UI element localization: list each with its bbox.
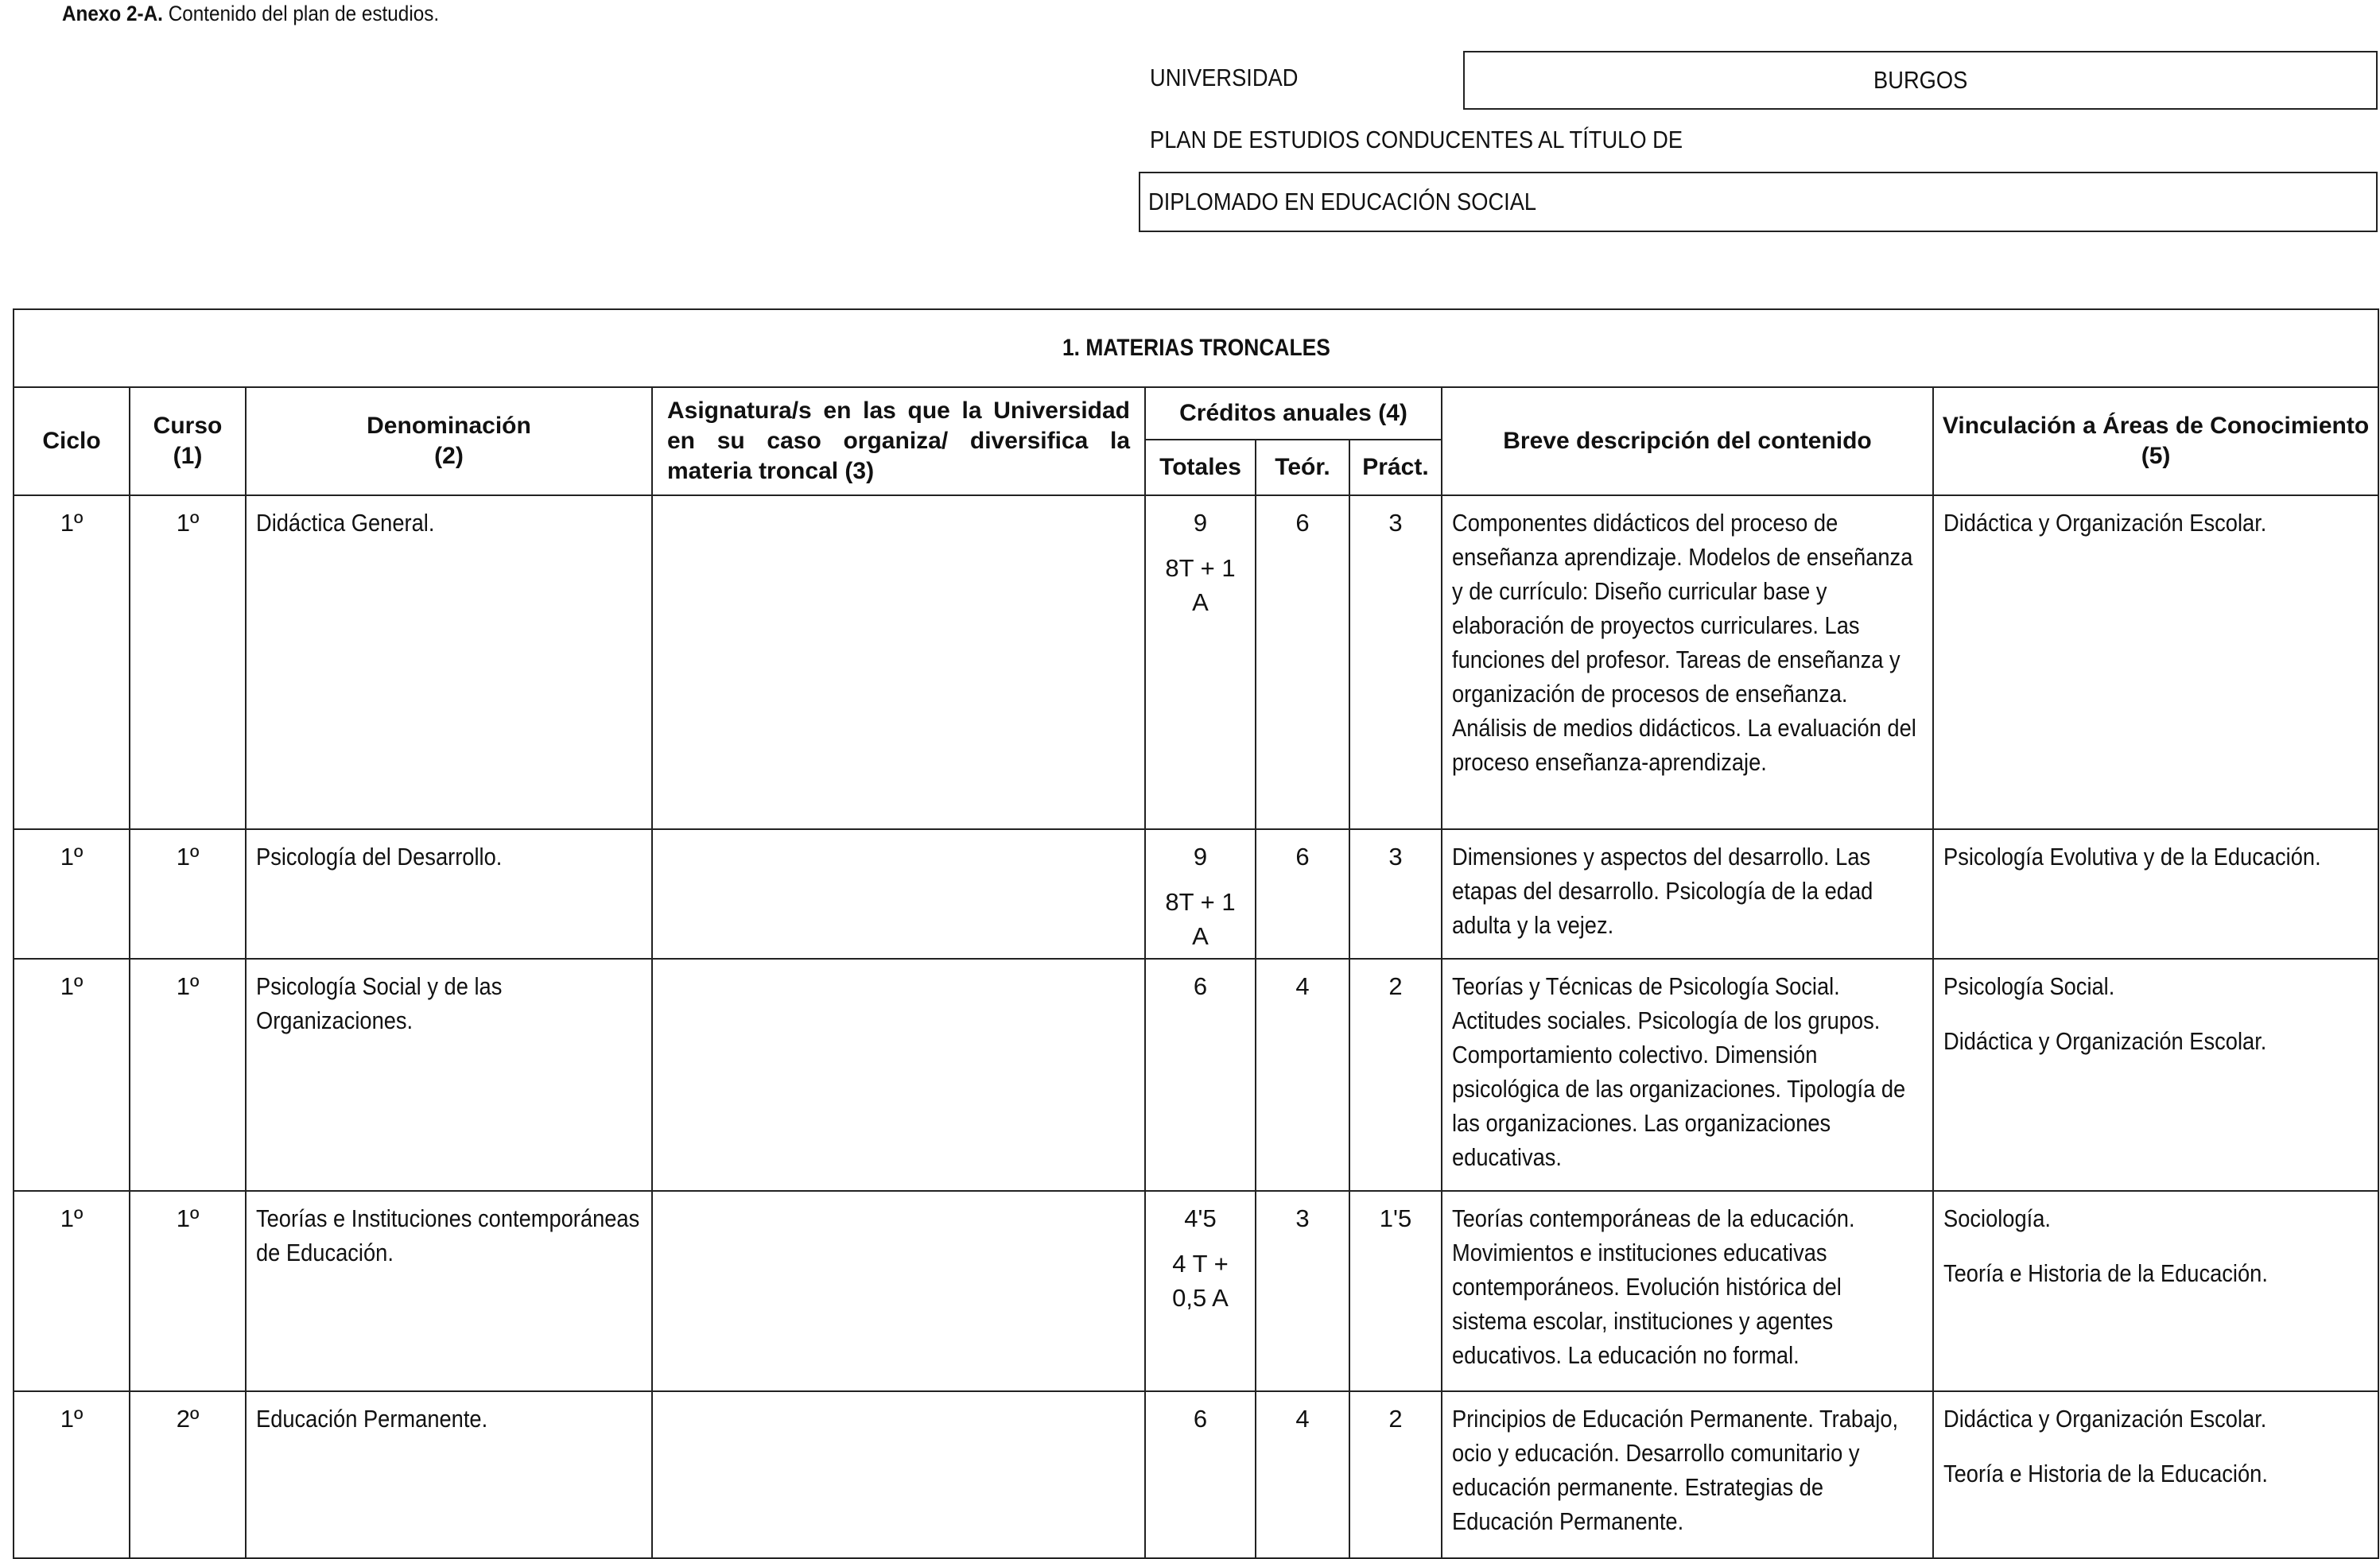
table-row	[14, 1391, 2378, 1558]
teor-cell: 4	[1256, 1391, 1349, 1558]
descripcion-cell: Teorías y Técnicas de Psicología Social. Actitudes sociales. Psicología de los grupos. Comportamiento colectivo. Dimensión psicológica de las organizaciones. Tipología de las organizaciones. Las organizaciones educativas.	[1442, 959, 1933, 1191]
descripcion-cell: Dimensiones y aspectos del desarrollo. Las etapas del desarrollo. Psicología de la edad adulta y la vejez.	[1442, 829, 1933, 959]
denominacion-cell: Educación Permanente.	[246, 1391, 652, 1558]
pract-cell: 3	[1349, 829, 1442, 959]
col-vinculacion: Vinculación a Áreas de Conocimiento (5)	[1933, 387, 2378, 495]
annex-prefix: Anexo 2-A.	[62, 2, 163, 25]
curso-cell: 1º	[130, 959, 246, 1191]
asignaturas-cell	[652, 495, 1145, 829]
denominacion-cell: Psicología Social y de las Organizaciones.	[246, 959, 652, 1191]
university-label: UNIVERSIDAD	[1150, 64, 1299, 91]
areas-cell: Psicología Social.Didáctica y Organización Escolar.	[1933, 959, 2378, 1191]
col-asignaturas: Asignatura/s en las que la Universidad en su caso organiza/ diversifica la materia troncal (3)	[652, 387, 1145, 495]
descripcion-cell: Principios de Educación Permanente. Trabajo, ocio y educación. Desarrollo comunitario y educación permanente. Estrategias de Educación Permanente.	[1442, 1391, 1933, 1558]
curso-cell: 2º	[130, 1391, 246, 1558]
teor-cell: 3	[1256, 1191, 1349, 1391]
totales-cell: 9 8T + 1 A	[1145, 829, 1256, 959]
materias-troncales-table	[13, 308, 2379, 1559]
totales-cell: 9 8T + 1 A	[1145, 495, 1256, 829]
denominacion-cell: Psicología del Desarrollo.	[246, 829, 652, 959]
teor-cell: 6	[1256, 495, 1349, 829]
areas-cell: Psicología Evolutiva y de la Educación.	[1933, 829, 2378, 959]
descripcion-cell: Teorías contemporáneas de la educación. Movimientos e instituciones educativas contemporáneos. Evolución histórica del sistema escolar, instituciones y agentes educativos. La educación no formal.	[1442, 1191, 1933, 1391]
table-row	[14, 495, 2378, 829]
table-row	[14, 829, 2378, 959]
col-creditos: Créditos anuales (4)	[1145, 387, 1442, 440]
degree-box	[1139, 172, 2378, 232]
plan-label: PLAN DE ESTUDIOS CONDUCENTES AL TÍTULO DE	[1150, 126, 1683, 153]
totales-cell: 6	[1145, 959, 1256, 1191]
curso-cell: 1º	[130, 495, 246, 829]
ciclo-cell: 1º	[14, 1191, 130, 1391]
pract-cell: 2	[1349, 959, 1442, 1191]
denominacion-cell: Teorías e Instituciones contemporáneas de Educación.	[246, 1191, 652, 1391]
pract-cell: 3	[1349, 495, 1442, 829]
teor-cell: 4	[1256, 959, 1349, 1191]
ciclo-cell: 1º	[14, 959, 130, 1191]
curso-cell: 1º	[130, 1191, 246, 1391]
pract-cell: 1'5	[1349, 1191, 1442, 1391]
asignaturas-cell	[652, 1391, 1145, 1558]
descripcion-cell: Componentes didácticos del proceso de enseñanza aprendizaje. Modelos de enseñanza y de currículo: Diseño curricular base y elaboración de proyectos curriculares. Las funciones del profesor. Tareas de enseñanza y organización de procesos de enseñanza. Análisis de medios didácticos. La evaluación del proceso enseñanza-aprendizaje.	[1442, 495, 1933, 829]
university-box	[1463, 51, 2378, 110]
col-curso: Curso (1)	[130, 387, 246, 495]
annex-title: Contenido del plan de estudios.	[168, 2, 440, 25]
denominacion-cell: Didáctica General.	[246, 495, 652, 829]
col-denominacion: Denominación (2)	[246, 387, 652, 495]
col-teor: Teór.	[1256, 440, 1349, 495]
asignaturas-cell	[652, 959, 1145, 1191]
degree-value: DIPLOMADO EN EDUCACIÓN SOCIAL	[1148, 188, 1537, 215]
teor-cell: 6	[1256, 829, 1349, 959]
curso-cell: 1º	[130, 829, 246, 959]
areas-cell: Sociología.Teoría e Historia de la Educación.	[1933, 1191, 2378, 1391]
col-ciclo: Ciclo	[14, 387, 130, 495]
totales-cell: 6	[1145, 1391, 1256, 1558]
totales-cell: 4'5 4 T + 0,5 A	[1145, 1191, 1256, 1391]
table-title: 1. MATERIAS TRONCALES	[14, 309, 2378, 387]
col-totales: Totales	[1145, 440, 1256, 495]
asignaturas-cell	[652, 1191, 1145, 1391]
ciclo-cell: 1º	[14, 495, 130, 829]
ciclo-cell: 1º	[14, 829, 130, 959]
ciclo-cell: 1º	[14, 1391, 130, 1558]
areas-cell: Didáctica y Organización Escolar.Teoría e Historia de la Educación.	[1933, 1391, 2378, 1558]
asignaturas-cell	[652, 829, 1145, 959]
annex-heading	[62, 2, 439, 26]
col-descripcion: Breve descripción del contenido	[1442, 387, 1933, 495]
table-row	[14, 1191, 2378, 1391]
university-value: BURGOS	[1873, 66, 1968, 94]
pract-cell: 2	[1349, 1391, 1442, 1558]
areas-cell: Didáctica y Organización Escolar.	[1933, 495, 2378, 829]
table-row	[14, 959, 2378, 1191]
col-pract: Práct.	[1349, 440, 1442, 495]
